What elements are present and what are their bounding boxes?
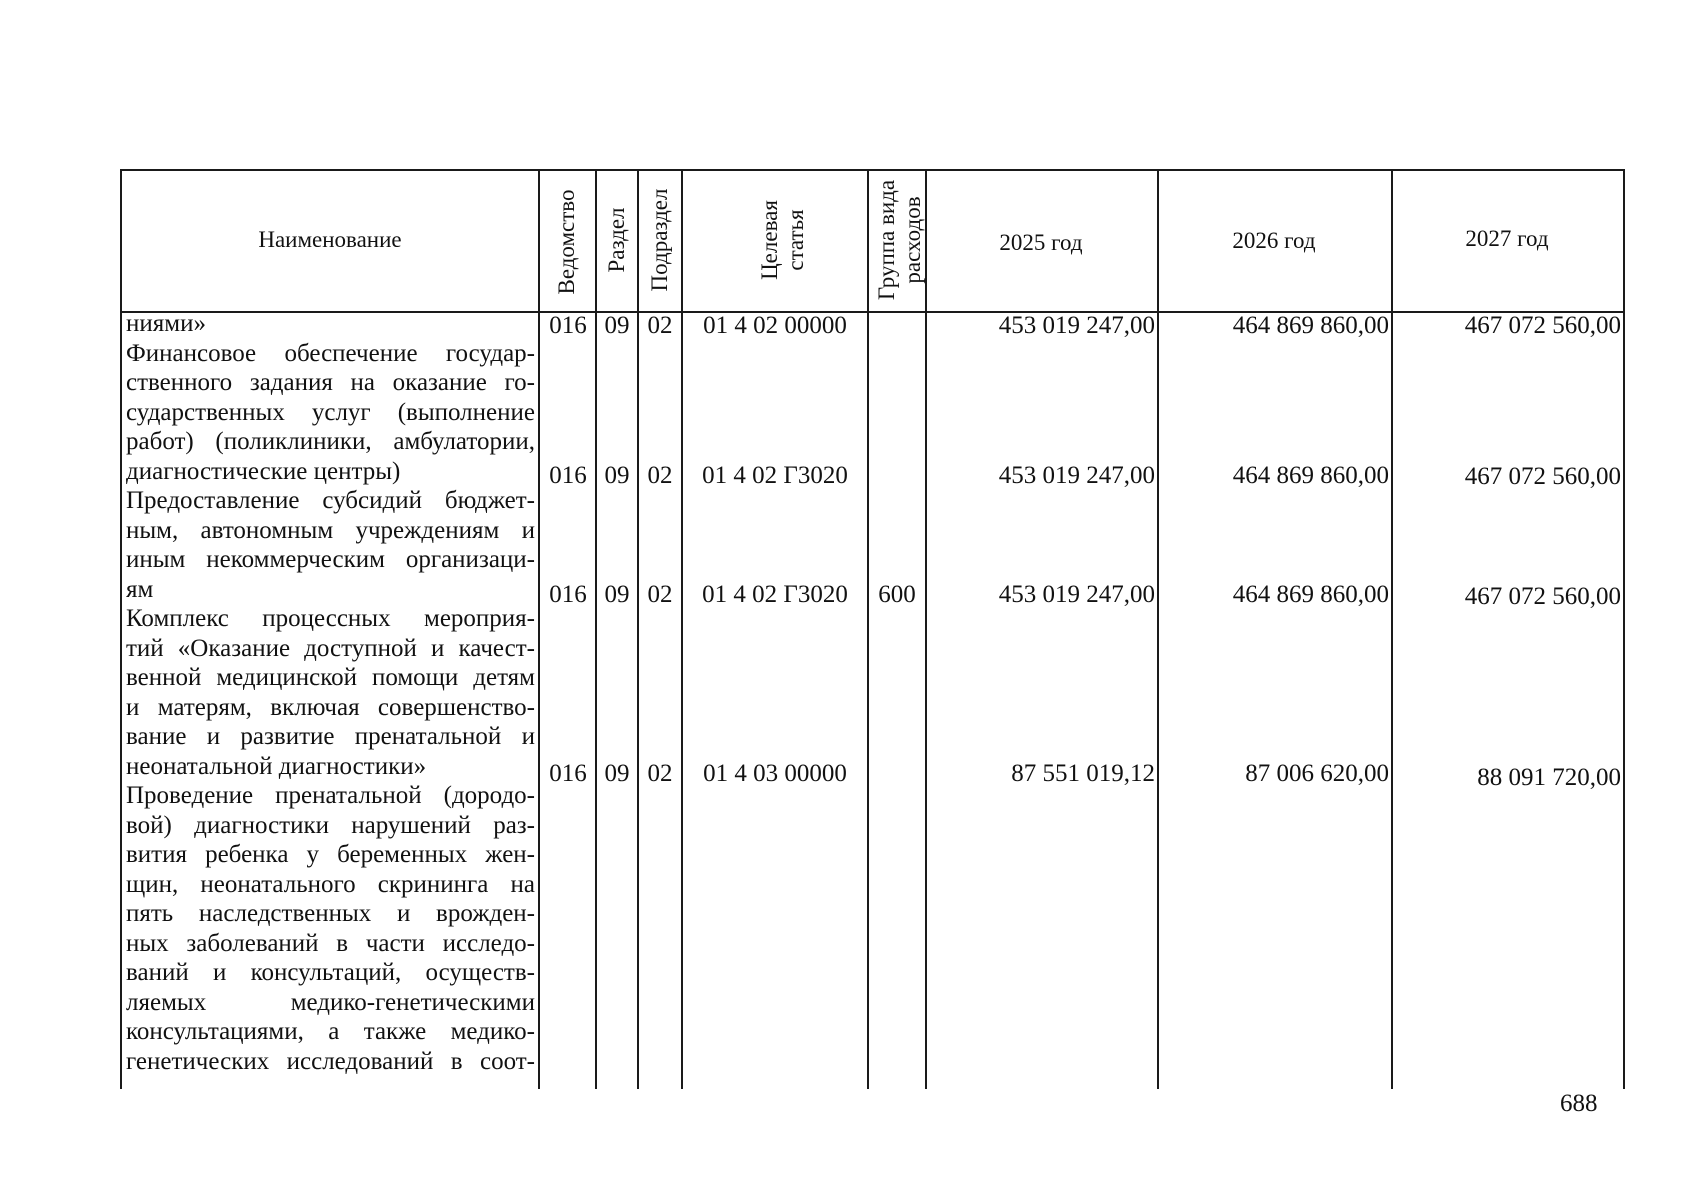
name-line: вития ребенка у беременных жен-: [126, 841, 535, 868]
name-line: Предоставление субсидий бюджет-: [126, 487, 535, 514]
col-border: [538, 169, 540, 1089]
col-border: [1623, 169, 1625, 1089]
name-line: пять наследственных и врожден-: [126, 900, 535, 927]
col-border: [637, 169, 639, 1089]
header-gruppa-2: расходов: [900, 196, 925, 284]
cell-celevaya-statya: 01 4 02 Г3020: [702, 581, 848, 608]
cell-2025: 453 019 247,00: [998, 462, 1155, 489]
name-line: ваний и консультаций, осуществ-: [126, 959, 535, 986]
cell-vedomstvo: 016: [549, 462, 587, 489]
name-line: ляемых медико-генетическими: [126, 988, 535, 1016]
name-column: [126, 309, 535, 1076]
cell-2026: 464 869 860,00: [1232, 581, 1389, 608]
name-line: генетических исследований в соот-: [126, 1047, 535, 1075]
name-line: ниями»: [126, 310, 206, 337]
name-line: и матерям, включая совершенство-: [126, 693, 535, 721]
cell-razdel: 09: [604, 312, 630, 339]
name-line: иным некоммерческим организаци-: [126, 546, 535, 573]
cell-2025: 87 551 019,12: [1011, 760, 1155, 787]
col-border: [1391, 169, 1393, 1089]
cell-celevaya-statya: 01 4 02 00000: [703, 312, 847, 339]
cell-2026: 87 006 620,00: [1245, 760, 1389, 787]
header-vedomstvo: Ведомство: [554, 189, 579, 295]
col-border: [681, 169, 683, 1089]
header-name: Наименование: [258, 227, 402, 252]
name-line: Финансовое обеспечение государ-: [126, 339, 535, 367]
name-line: Проведение пренатальной (дородо-: [126, 782, 535, 809]
name-line: вой) диагностики нарушений раз-: [126, 811, 535, 839]
name-line: венной медицинской помощи детям: [126, 664, 535, 691]
cell-razdel: 09: [604, 760, 630, 787]
name-line: вание и развитие пренатальной и: [126, 723, 535, 750]
cell-razdel: 09: [604, 581, 630, 608]
name-line: работ) (поликлиники, амбулатории,: [126, 428, 535, 455]
cell-2025: 453 019 247,00: [998, 581, 1155, 608]
cell-vedomstvo: 016: [549, 581, 587, 608]
col-border: [595, 169, 597, 1089]
cell-celevaya-statya: 01 4 03 00000: [703, 760, 847, 787]
name-line: ям: [126, 575, 154, 603]
cell-2026: 464 869 860,00: [1232, 312, 1389, 339]
name-line: ным, автономным учреждениям и: [126, 516, 535, 544]
name-line: щин, неонатального скрининга на: [126, 870, 535, 898]
table-top-border: [120, 169, 1625, 171]
col-border: [867, 169, 869, 1089]
col-border: [925, 169, 927, 1089]
name-line: ственного задания на оказание го-: [126, 369, 535, 396]
cell-podrazdel: 02: [647, 462, 673, 489]
name-line: тий «Оказание доступной и качест-: [126, 634, 535, 662]
cell-2027: 467 072 560,00: [1464, 312, 1621, 339]
name-line: консультациями, а также медико-: [126, 1018, 535, 1045]
cell-razdel: 09: [604, 462, 630, 489]
name-line: неонатальной диагностики»: [126, 752, 427, 780]
page-number: 688: [1560, 1090, 1598, 1117]
header-celevaya-statya-2: статья: [783, 209, 808, 271]
cell-2027: 467 072 560,00: [1464, 463, 1621, 490]
name-line: Комплекс процессных мероприя-: [126, 605, 535, 632]
cell-gruppa-vida: 600: [878, 581, 916, 608]
header-celevaya-statya-1: Целевая: [757, 200, 782, 280]
cell-2025: 453 019 247,00: [998, 312, 1155, 339]
cell-vedomstvo: 016: [549, 760, 587, 787]
cell-vedomstvo: 016: [549, 312, 587, 339]
col-border: [120, 169, 122, 1089]
header-podrazdel: Подраздел: [647, 188, 672, 292]
header-2027: 2027 год: [1465, 226, 1549, 251]
header-razdel: Раздел: [604, 207, 629, 273]
cell-2027: 88 091 720,00: [1477, 764, 1621, 791]
cell-podrazdel: 02: [647, 312, 673, 339]
col-border: [1157, 169, 1159, 1089]
header-gruppa-1: Группа вида: [874, 179, 899, 301]
cell-podrazdel: 02: [647, 760, 673, 787]
header-2025: 2025 год: [999, 230, 1083, 255]
cell-2026: 464 869 860,00: [1232, 462, 1389, 489]
name-line: сударственных услуг (выполнение: [126, 398, 535, 426]
name-line: ных заболеваний в части исследо-: [126, 929, 535, 957]
cell-celevaya-statya: 01 4 02 Г3020: [702, 462, 848, 489]
cell-podrazdel: 02: [647, 581, 673, 608]
header-2026: 2026 год: [1232, 228, 1316, 253]
name-line: диагностические центры): [126, 457, 401, 485]
cell-2027: 467 072 560,00: [1464, 583, 1621, 610]
